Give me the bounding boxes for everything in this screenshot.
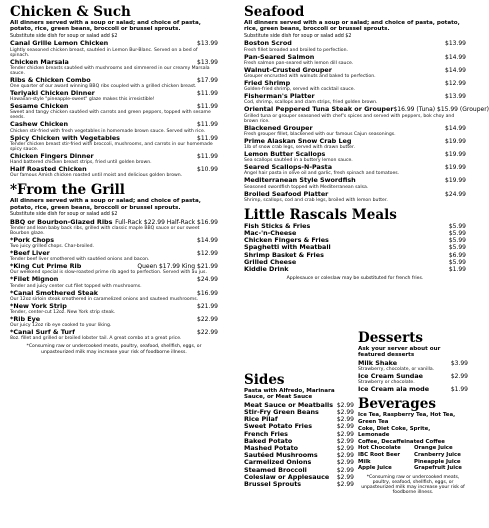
menu-item-price: $14.99: [445, 66, 466, 74]
menu-item-price: $2.99: [336, 416, 354, 424]
menu-item-name: Sautéed Mushrooms: [244, 451, 318, 460]
menu-item-price: $3.99: [450, 359, 468, 367]
menu-item: [244, 177, 466, 189]
menu-item-price: $14.99: [197, 236, 218, 244]
menu-item: [10, 316, 218, 328]
menu-item-row: [244, 125, 466, 132]
menu-item-name: Pan-Seared Salmon: [244, 52, 315, 61]
menu-item-description: Fresh fillet breaded and broiled to perfection.: [244, 47, 348, 53]
menu-item-description: Lightly seasoned chicken breast, sautéed in Lemon Bur-Blanc. Served on a bed of spinach.: [10, 47, 198, 58]
menu-item: [10, 263, 218, 275]
menu-item-row: [244, 105, 489, 114]
menu-item-row: [10, 77, 218, 84]
menu-item-name: Sweet Potato Fries: [244, 422, 313, 431]
menu-item-price: $22.99: [197, 329, 218, 337]
menu-item-price: $5.99: [448, 258, 466, 266]
menu-item: [244, 80, 466, 92]
menu-item-name: Mac-'n-Cheese: [244, 229, 297, 238]
menu-item: [10, 250, 218, 262]
menu-item-name: Half Roasted Chicken: [10, 165, 87, 174]
menu-item-price: $16.99 (Tuna) $15.99 (Grouper): [393, 106, 489, 114]
menu-item-description: Our weekend special is slow-roasted prime rib aged to perfection. Served with au jus.: [10, 270, 207, 276]
menu-item-row: [10, 276, 218, 283]
menu-item-price: $1.99: [450, 386, 468, 394]
menu-item: [244, 105, 489, 124]
menu-item-name: Fried Shrimp: [244, 79, 291, 88]
menu-item-description: Our 12oz sirloin steak smothered in caramelized onions and sauteed mushrooms.: [10, 296, 199, 302]
menu-item-price: Full-Rack $22.99 Half-Rack $16.99: [115, 218, 218, 226]
desserts-section: [358, 330, 468, 393]
food-safety-note: *Consuming raw or undercooked meats, poultry, seafood, shellfish, eggs, or unpasteurized milk may increase your risk of foodborne illness.: [361, 474, 465, 496]
menu-item-name: Sesame Chicken: [10, 102, 69, 111]
menu-item-name: Kiddie Drink: [244, 265, 289, 274]
menu-item: [358, 386, 468, 393]
menu-item-description: Two juicy grilled chops. Char-broiled.: [10, 244, 95, 250]
menu-item-description: 1lb of snow crab legs, served with drawn butter.: [244, 145, 355, 151]
menu-item-name: Steamed Broccoli: [244, 465, 307, 474]
desserts-beverages-column: [358, 330, 468, 496]
menu-item-price: Queen $17.99 King $21.99: [137, 263, 218, 271]
menu-item-description: Golden-fried shrimp, served with cocktail sauce.: [244, 87, 356, 93]
menu-item-price: $2.99: [336, 437, 354, 445]
grill-intro: All dinners served with a soup or salad; and choice of pasta, potato, rice, green beans, broccoli or brussel sprouts.: [10, 198, 201, 211]
menu-item-price: $19.99: [445, 164, 466, 172]
beverage-grid: [358, 445, 468, 471]
menu-item-price: $10.99: [197, 166, 218, 174]
menu-item-row: [244, 481, 354, 488]
menu-item-row: [10, 40, 218, 47]
menu-item-name: Seared Scallops-N-Pasta: [244, 163, 333, 172]
chicken-section: [10, 4, 218, 178]
menu-item-description: Hawaiian-style "pineapple-sweet" glaze makes this irresistible!: [10, 97, 155, 103]
menu-item-description: Fresh salmon pan-seared with lemon dill sauce.: [244, 60, 354, 66]
menu-item-name: Ice Cream ala mode: [358, 385, 430, 394]
beverage-item: Hot Chocolate: [358, 445, 401, 452]
menu-item-row: [244, 266, 466, 273]
menu-item: [244, 164, 466, 176]
menu-item-description: Seasoned swordfish topped with Mediterranean salsa.: [244, 184, 369, 190]
menu-item-row: [358, 360, 468, 367]
menu-item-row: [244, 40, 466, 47]
menu-item-name: Coleslaw or Applesauce: [244, 472, 330, 481]
grill-substitution-note: Substitute side dish for soup or salad add $2: [10, 212, 118, 218]
left-column: [10, 4, 218, 355]
beverage-line: Ice Tea, Raspberry Tea, Hot Tea,: [358, 412, 456, 419]
menu-item-name: *Beef Liver: [10, 249, 50, 258]
menu-item-row: [10, 121, 218, 128]
menu-item: [10, 77, 218, 89]
menu-item-name: Prime Alaskan Snow Crab Leg: [244, 136, 352, 145]
menu-item-row: [244, 177, 466, 184]
menu-item: [244, 191, 466, 203]
menu-item-description: Fresh grouper fillet, blackened with our famous Cajun seasonings.: [244, 131, 396, 137]
menu-item-price: $13.99: [445, 93, 466, 101]
menu-item-price: $11.99: [197, 134, 218, 142]
rascals-note: Applesauce or coleslaw may be substituted for french fries.: [286, 276, 424, 282]
chicken-intro: All dinners served with a soup or salad; and choice of pasta, potato, rice, green beans, broccoli or brussel sprouts.: [10, 20, 201, 33]
menu-item-price: $11.99: [197, 90, 218, 98]
menu-item: [10, 237, 218, 249]
menu-item: [10, 135, 218, 152]
menu-item: [10, 290, 218, 302]
menu-item-name: Meat Sauce or Meatballs: [244, 400, 333, 409]
menu-item-price: $2.99: [336, 473, 354, 481]
menu-item-name: Canal Grille Lemon Chicken: [10, 39, 109, 48]
menu-item-row: [10, 303, 218, 310]
menu-item-price: $13.99: [197, 40, 218, 48]
menu-item-name: Oriental Peppered Tuna Steak or Grouper: [244, 105, 394, 114]
menu-item-name: Chicken Fingers Dinner: [10, 151, 94, 160]
menu-item-row: [10, 237, 218, 244]
menu-item-name: Mediterranean Style Swordfish: [244, 176, 356, 185]
menu-item-price: $24.99: [445, 190, 466, 198]
menu-item-price: $22.99: [197, 316, 218, 324]
menu-item-price: $19.99: [445, 177, 466, 185]
menu-item-row: [244, 67, 466, 74]
chicken-substitution-note: Substitute side dish for soup or salad add $2: [10, 33, 118, 39]
menu-item-description: Angel hair pasta in olive oil and garlic, fresh spinach and tomatoes.: [244, 171, 400, 177]
menu-item: [10, 59, 218, 76]
menu-item-price: $5.99: [448, 237, 466, 245]
beverage-item: IBC Root Beer: [358, 451, 401, 458]
menu-item-description: Grilled tuna or grouper seasoned with chef's spices and served with peppers, bok choy and brown rice.: [244, 113, 455, 124]
menu-item-name: Carmelized Onions: [244, 458, 312, 467]
menu-item-name: *New York Strip: [10, 301, 67, 310]
beverage-item: Apple Juice: [358, 465, 392, 472]
menu-item-description: Sweet and tangy chicken sautéed with carrots and green peppers, topped with sesame seeds.: [10, 110, 211, 121]
menu-item-name: *Rib Eye: [10, 315, 41, 324]
menu-item-row: [358, 386, 468, 393]
menu-item-price: $21.99: [197, 302, 218, 310]
menu-item: [244, 138, 466, 150]
menu-item-price: $2.99: [336, 481, 354, 489]
menu-item-description: Grouper encrusted with walnuts and baked to perfection.: [244, 74, 376, 80]
menu-item-name: Stir-Fry Green Beans: [244, 408, 319, 417]
menu-item-price: $5.99: [448, 222, 466, 230]
beverage-line: Coffee, Decaffeinated Coffee: [358, 438, 445, 445]
menu-item-description: Strawberry, chocolate, or vanilla.: [358, 367, 435, 373]
menu-item-description: Cod, shrimp, scallops and clam strips, fried golden brown.: [244, 100, 378, 106]
menu-item: [244, 481, 354, 488]
seafood-title: Seafood: [244, 4, 305, 20]
menu-item: [10, 90, 218, 102]
menu-item-price: $2.99: [336, 423, 354, 431]
menu-item-description: One quarter of our award winning BBQ ribs coupled with a grilled chicken breast.: [10, 84, 197, 90]
menu-item-price: $14.99: [445, 124, 466, 132]
menu-item-name: Chicken Marsala: [10, 57, 69, 66]
sides-title: Sides: [244, 372, 285, 388]
menu-item-name: Ribs & Chicken Combo: [10, 75, 91, 84]
menu-item-row: [244, 138, 466, 145]
menu-item-name: Shrimp Basket & Fries: [244, 250, 324, 259]
beverage-item: Milk: [358, 458, 371, 465]
menu-item-name: *Pork Chops: [10, 235, 55, 244]
menu-item: [10, 103, 218, 120]
menu-item-price: $17.99: [197, 76, 218, 84]
menu-item: [10, 219, 218, 236]
grill-note: *Consuming raw or undercooked meats, poultry, seafood, shellfish, eggs, or unpasteurized milk may increase your risk of foodborne illness.: [26, 344, 202, 355]
menu-item-name: Baked Potato: [244, 436, 293, 445]
menu-item-row: [244, 54, 466, 61]
menu-item-price: $2.99: [336, 445, 354, 453]
menu-item-name: Blackened Grouper: [244, 123, 313, 132]
menu-item-name: Ice Cream Sundae: [358, 372, 424, 381]
menu-item: [244, 67, 466, 79]
menu-item-description: Our famous Amish chicken roasted until moist and delicious golden brown.: [10, 173, 183, 179]
menu-item-price: $2.99: [336, 409, 354, 417]
rascals-section: [244, 207, 466, 282]
menu-item-price: $5.99: [448, 244, 466, 252]
menu-item: [244, 151, 466, 163]
menu-item-description: Hand battered chicken breast strips, fried until golden brown.: [10, 160, 152, 166]
menu-item-name: Brussel Sprouts: [244, 480, 302, 489]
menu-item-name: *Filet Mignon: [10, 275, 59, 284]
menu-item-price: $13.99: [445, 40, 466, 48]
menu-item-name: French Fries: [244, 429, 288, 438]
seafood-substitution-note: Substitute side dish for soup or salad add $2: [244, 33, 352, 39]
menu-item-description: Tender beef liver smothered with sautéed onions and bacon.: [10, 257, 150, 263]
seafood-intro: All dinners served with a soup or salad; and choice of pasta, potato, rice, green beans, broccoli or brussel sprouts.: [244, 20, 460, 33]
beverage-line: Lemonade: [358, 432, 390, 439]
sides-column: [244, 372, 354, 488]
beverage-item: Grapefruit Juice: [414, 465, 462, 472]
menu-item-name: Chicken Fingers & Fries: [244, 236, 329, 245]
menu-item-description: Tender and juicy center cut filet topped with mushrooms.: [10, 283, 142, 289]
desserts-title: Desserts: [358, 330, 424, 346]
menu-item: [358, 360, 468, 372]
menu-item-row: [10, 153, 218, 160]
beverage-line: Coke, Diet Coke, Sprite,: [358, 425, 431, 432]
beverage-line: Green Tea: [358, 419, 389, 426]
menu-item-price: $2.99: [336, 459, 354, 467]
menu-item: [244, 54, 466, 66]
menu-item: [10, 329, 218, 341]
menu-item-price: $2.99: [336, 430, 354, 438]
grill-title: *From the Grill: [10, 182, 125, 199]
menu-item-price: $6.99: [448, 251, 466, 259]
menu-item-description: Chicken stir-fried with fresh vegetables in homemade brown sauce. Served with rice.: [10, 128, 206, 134]
menu-item-description: Tender, center-cut 12oz. New York strip steak.: [10, 310, 116, 316]
menu-item-price: $2.99: [336, 452, 354, 460]
menu-item-name: Rice Pilaf: [244, 415, 278, 424]
menu-item-row: [244, 191, 466, 198]
menu-item: [244, 40, 466, 52]
menu-item: [244, 266, 466, 273]
menu-item-price: $12.99: [445, 80, 466, 88]
menu-item-price: $13.99: [197, 58, 218, 66]
menu-item-name: Spaghetti with Meatball: [244, 243, 331, 252]
chicken-title: Chicken & Such: [10, 4, 131, 20]
menu-item-price: $2.99: [336, 466, 354, 474]
menu-item-price: $2.99: [450, 373, 468, 381]
menu-item: [10, 153, 218, 165]
menu-item: [244, 93, 466, 105]
beverage-item: Pineapple Juice: [414, 458, 461, 465]
menu-item: [10, 276, 218, 288]
menu-item-price: $11.99: [197, 121, 218, 129]
menu-item-name: Lemon Butter Scallops: [244, 150, 326, 159]
menu-item-price: $12.99: [197, 250, 218, 258]
menu-item: [10, 121, 218, 133]
desserts-intro: Ask your server about our featured desserts: [358, 346, 441, 359]
menu-item: [358, 373, 468, 385]
menu-item-price: $1.99: [448, 266, 466, 274]
menu-item-name: Walnut-Crusted Grouper: [244, 65, 332, 74]
menu-item-price: $5.99: [448, 230, 466, 238]
menu-item-name: *King Cut Prime Rib: [10, 262, 82, 271]
menu-item-name: Milk Shake: [358, 358, 398, 367]
beverage-item: Cranberry Juice: [414, 451, 461, 458]
menu-item-name: Fisherman's Platter: [244, 92, 315, 101]
menu-item-name: Teriyaki Chicken Dinner: [10, 89, 95, 98]
menu-item-name: Mashed Potato: [244, 444, 299, 453]
beverages-section: [358, 396, 468, 495]
menu-item-price: $19.99: [445, 137, 466, 145]
sides-intro: Pasta with Alfredo, Marinara Sauce, or Meat Sauce: [244, 388, 335, 401]
grill-section: [10, 182, 218, 355]
right-column: [244, 4, 489, 282]
menu-item-name: *Canal Surf & Turf: [10, 328, 75, 337]
menu-item-row: [10, 59, 218, 66]
rascals-title: Little Rascals Meals: [244, 206, 397, 223]
menu-item-name: Fish Sticks & Fries: [244, 221, 311, 230]
menu-item-price: $11.99: [197, 103, 218, 111]
menu-item-name: Spicy Chicken with Vegetables: [10, 133, 120, 142]
beverages-title: Beverages: [358, 396, 436, 413]
menu-item-name: *Canal Smothered Steak: [10, 288, 99, 297]
seafood-section: [244, 4, 489, 203]
menu-item-price: $11.99: [197, 152, 218, 160]
menu-item-name: BBQ or Bourbon-Glazed Ribs: [10, 217, 113, 226]
menu-item-description: Our juicy 12oz rib eye cooked to your liking.: [10, 323, 112, 329]
menu-item-name: Boston Scrod: [244, 39, 292, 48]
menu-item-description: Strawberry or chocolate.: [358, 380, 415, 386]
menu-item-description: Tender chicken breasts sautéed with mushrooms and simmered in our creamy Marsala sauce.: [10, 65, 210, 76]
menu-item-description: Sea scallops sautéed in a buttery lemon sauce.: [244, 158, 353, 164]
menu-item-name: Grilled Cheese: [244, 257, 297, 266]
menu-item: [10, 40, 218, 57]
menu-item: [10, 166, 218, 178]
menu-item-price: $14.99: [445, 53, 466, 61]
menu-item-row: [10, 219, 218, 226]
menu-item-name: Cashew Chicken: [10, 120, 68, 129]
menu-item-description: Tender chicken breast stir-fried with broccoli, mushrooms, and carrots in our homemade spicy sauce.: [10, 141, 213, 152]
menu-item-description: 8oz. fillet and grilled or broiled lobster tail. A great combo at a great price.: [10, 336, 182, 342]
menu-item-row: [10, 135, 218, 142]
menu-item-description: Shrimp, scallops, cod and crab legs, broiled with lemon butter.: [244, 197, 388, 203]
menu-item: [10, 303, 218, 315]
menu-item: [244, 125, 466, 137]
menu-item-price: $2.99: [336, 401, 354, 409]
menu-item-name: Broiled Seafood Platter: [244, 189, 329, 198]
sides-section: [244, 372, 354, 488]
menu-item-price: $19.99: [445, 151, 466, 159]
menu-item-price: $24.99: [197, 276, 218, 284]
menu-item-price: $16.99: [197, 289, 218, 297]
menu-item-description: Tender and lean baby back ribs, grilled with classic maple BBQ sauce or our sweet Bourbon glaze.: [10, 225, 200, 236]
menu-item-row: [10, 290, 218, 297]
beverage-item: Orange Juice: [414, 445, 453, 452]
